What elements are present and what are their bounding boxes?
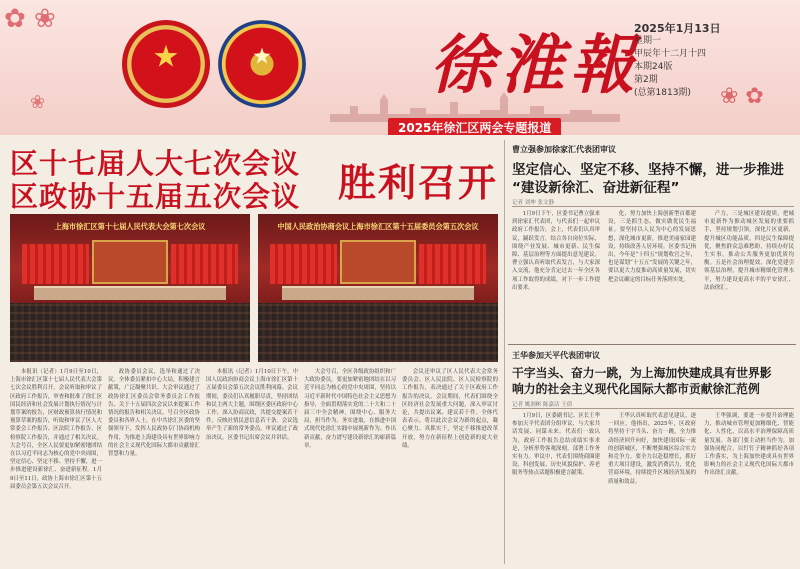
story-1-byline: 记者 刘坤 张文静: [512, 200, 554, 206]
podium: [34, 286, 226, 300]
lead-article-column: [108, 368, 200, 564]
story-2-column: [512, 412, 600, 564]
story-2-byline: 记者 姚润彬 陈嘉洁 王倩: [512, 402, 573, 408]
article-paragraph: 本报讯（记者）1月10日下午，中国人民政治协商会议上海市徐汇区第十五届委员会第五次会议胜利闭幕。会议期间，委员们认真履职尽责，坚持团结和民主两大主题，围绕区委区政府中心工作，深入协商议政，共提交提案若干件，反映社情民意信息若干条。会议选举产生了新的常务委员，审议通过了政治决议。区委书记出席会议并讲话。: [206, 369, 298, 441]
lead-headline: [10, 142, 500, 213]
plum-blossom-decoration-icon: ❀ ✿: [720, 84, 764, 109]
plum-blossom-decoration-icon: ❀: [30, 92, 46, 113]
issue-number: 第2期: [634, 75, 658, 85]
special-report-ribbon: 2025年徐汇区两会专题报道: [388, 118, 561, 135]
story-1-column: [512, 210, 600, 338]
lead-article-column: [402, 368, 498, 564]
article-paragraph: 本报讯（记者）1月9日至10日，上海市徐汇区第十七届人民代表大会第七次会议胜利召开。会议听取和审议了区政府工作报告，审查和批准了徐汇区国民经济和社会发展计划执行情况与计划草案的报告，区财政预算执行情况和预算草案的报告，听取和审议了区人大常委会工作报告、区法院工作报告、区检察院工作报告，并通过了相关决议。大会号召，全区人民要更加紧密地团结在以习近平同志为核心的党中央周围，坚定信心、坚定不移、坚持不懈，进一步推进建设新徐汇、奋进新征程。1月9日至11日，政协上海市徐汇区第十五届委员会第五次会议召开。: [10, 369, 102, 490]
audience-seats: [258, 303, 498, 362]
red-flags: [270, 244, 337, 284]
story-2-column: [608, 412, 696, 564]
story-2-column: [704, 412, 794, 564]
photo-banner-text: 中国人民政治协商会议上海市徐汇区第十五届委员会第五次会议: [277, 222, 479, 231]
article-paragraph: 1月9日，区委副书记、区长王华参加天平代表团分组审议，与大家共话发展、同谋未来。代表们一致认为，政府工作报告总结成绩实事求是，分析形势客观深刻，部署工作务实有力。审议中，代表们围绕商圈建设、科创发展、历史风貌保护、养老服务等热点话题积极建言献策。: [512, 413, 600, 477]
issue-total: (总第1813期): [634, 88, 691, 98]
story-2-title-line-1: 干字当头、奋力一跳，为上海加快建成具有世界影: [512, 366, 772, 380]
story-1-title-line-2: “建设新徐汇、奋进新征程”: [512, 180, 680, 196]
lead-article-column: [10, 368, 102, 564]
red-flags: [171, 244, 238, 284]
podium: [282, 286, 474, 300]
headline-line-1: 区十七届人大七次会议: [10, 147, 301, 180]
headline-line-2: 区政协十五届五次会议: [10, 180, 301, 213]
issue-weekday: 星期一: [634, 36, 662, 46]
story-1-column: [704, 210, 794, 338]
issue-edition: 本期24版: [634, 62, 673, 72]
issue-date: 2025年1月13日: [634, 22, 721, 35]
article-paragraph: 1月9日下午，区委书记曹立强来到徐家汇代表团，与代表们一起审议政府工作报告。会上，代表们认真审议，踊跃发言，结合各自岗位实际，围绕产业发展、城市更新、民生保障、基层治理等方面提出意见建议。曹立强认真听取代表发言，与大家深入交流，他充分肯定过去一年全区各项工作取得的成绩，对下一步工作提出要求。: [512, 211, 600, 291]
byline-rule: [512, 408, 794, 409]
article-paragraph: 王华强调，要进一步提升治理能力，推动城市管理更加精细化、智能化、人性化，以高水平治理保障高质量发展。各部门要主动担当作为，加强协同配合，以钉钉子精神抓好各项工作落实，为上海加快建成具有世界影响力的社会主义现代化国际大都市作出徐汇贡献。: [704, 413, 794, 477]
masthead: [0, 0, 800, 135]
newspaper-title: 徐淮報: [430, 28, 640, 103]
national-emblem-icon: ★: [122, 20, 210, 108]
lead-article-column: [304, 368, 396, 564]
article-paragraph: 大会号召，全区各级政协组织和广大政协委员，要更加紧密地团结在以习近平同志为核心的党中央周围，坚持以习近平新时代中国特色社会主义思想为指导，全面贯彻落实党的二十大和二十届三中全会精神，围绕中心、服务大局，担当作为、务实进取，在推进中国式现代化徐汇实践中展现新作为、作出新贡献，奋力谱写建设新徐汇的崭新篇章。: [304, 369, 396, 449]
audience-seats: [10, 303, 250, 362]
issue-lunar-date: 甲辰年十二月十四: [634, 49, 707, 59]
story-2-label: 王华参加天平代表团审议: [512, 351, 600, 360]
story-separator: [508, 344, 796, 345]
byline-rule: [512, 206, 794, 207]
plum-blossom-decoration-icon: ✿ ❀: [4, 4, 56, 34]
stage-screen: [340, 240, 417, 284]
headline-main: 胜利召开: [338, 161, 499, 205]
story-1-label: 曹立强参加徐家汇代表团审议: [512, 145, 616, 154]
article-paragraph: 会议还审议了区人民代表大会常务委员会、区人民法院、区人民检察院的工作报告，表决通过了关于区政府工作报告的决议。会议期间，代表们围绕全区经济社会发展重大问题，深入审议讨论，共提出议案、建议若干件。全体代表表示，将以此次会议为新的起点，凝心聚力、真抓实干，坚定不移推进改革开放，努力在新征程上创造新的更大业绩。: [402, 369, 498, 449]
column-divider: [504, 140, 505, 564]
article-paragraph: 产力，三是城区建设提质，把城市更新作为推动城区发展的重要抓手，坚持规划引领，深化片区更新，提升城区功能品质。四是民生保障提优，聚焦群众急难愁盼，持续办好民生实事，推动公共服务更加优质均衡。五是社会治理提效，深化党建引领基层治理，提升城市精细化管理水平，努力建设更高水平的平安徐汇、法治徐汇。: [704, 211, 794, 291]
red-flags: [419, 244, 486, 284]
lead-article-column: [206, 368, 298, 564]
photo-npc-session: [10, 214, 250, 362]
cppcc-emblem-icon: ★: [218, 20, 306, 108]
article-paragraph: 政协委员会议，选举和通过了决议。全体委员紧扣中心大局，积极建言献策，广泛凝聚共识。大会审议通过了政协徐汇区委员会常务委员会工作报告、关于十五届四次会议以来提案工作情况的报告和相关决议，号召全区政协委员和各界人士，在中共徐汇区委的坚强领导下，发挥人民政协专门协商机构作用，为推进上海建设具有世界影响力的社会主义现代化国际大都市贡献徐汇智慧和力量。: [108, 369, 200, 458]
photo-cppcc-session: [258, 214, 498, 362]
stage-screen: [92, 240, 169, 284]
article-paragraph: 王华认真听取代表意见建议，逐一回应，他指出，2025年，区政府将坚持干字当头、奋力一跳，全力推动经济回升向好，加快建设国际一流的创新城区，不断增强城区综合实力和竞争力。要全力以赴稳增长，抓好重大项目建设，激发消费活力，优化营商环境，持续提升区域经济发展的质量和效益。: [608, 413, 696, 485]
article-paragraph: 化，努力加快上海创新型首都建设，三是抓生态，做实做优民生福祉。要坚持以人民为中心的发展思想，深化城市更新，推进美丽家园建设，持续改善人居环境。区委书记指出，今年是“十四五”规划收官之年，也是谋划“十五五”发展的关键之年，要以更大力度推动高质量发展，切实把会议确定的目标任务落到实处。: [608, 211, 696, 283]
story-1-title-line-1: 坚定信心、坚定不移、坚持不懈，进一步推进: [512, 162, 784, 178]
story-2-title-line-2: 响力的社会主义现代化国际大都市贡献徐汇范例: [512, 382, 760, 396]
issue-info: [634, 22, 721, 100]
photo-banner-text: 上海市徐汇区第十七届人民代表大会第七次会议: [54, 222, 206, 231]
red-flags: [22, 244, 89, 284]
story-1-column: [608, 210, 696, 338]
